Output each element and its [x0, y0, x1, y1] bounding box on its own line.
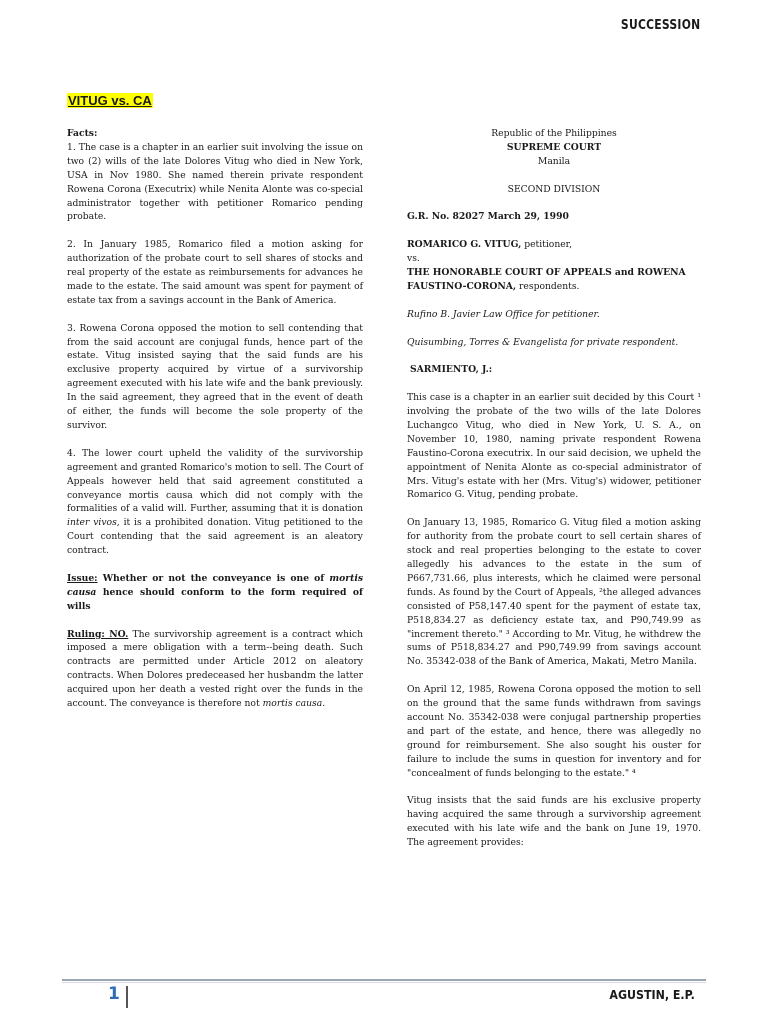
decision-paragraph-1: This case is a chapter in an earlier suit decided by this Court ¹ involving the probate of the two wills of the late Dolores Luchangco Vitug, who died in New York, U. S. A., on November 10, 1980, naming private respondent Rowena Faustino-Corona executrix. In our said decision, we upheld the appointment of Nenita Alonte as co-special administrator of Mrs. Vitug's estate with her (Mrs. Vitug's) widower, petitioner Romarico G. Vitug, pending probate.: [407, 392, 701, 501]
fact-paragraph-1: 1. The case is a chapter in an earlier suit involving the issue on two (2) wills of the late Dolores Vitug who died in New York, USA in Nov 1980. She named therein private respondent Rowena Corona (Executrix) while Nenita Alonte was co-special administrator together with petitioner Romarico pending probate.: [67, 141, 363, 223]
fact-paragraph-4: [67, 447, 363, 558]
document-header-title: SUCCESSION: [620, 18, 700, 33]
court-city: Manila: [537, 155, 571, 167]
footer-rule: [62, 979, 706, 981]
footer-author: AGUSTIN, E.P.: [609, 988, 695, 1002]
gr-number: G.R. No. 82027 March 29, 1990: [407, 211, 569, 223]
respondents-role: respondents.: [516, 280, 580, 292]
issue-italic: mortis causa: [67, 572, 363, 598]
petitioner-name: ROMARICO G. VITUG,: [407, 239, 522, 251]
ruling-text: The survivorship agreement is a contract which imposed a mere obligation with a term--being death. Such contracts are permitted under Article 2012 on aleatory contracts. When Dolores predeceased her husbandm the latter acquired upon her death a vested right over the funds in the account. The conveyance is therefore not: [67, 628, 363, 710]
fact4-text-b: , it is a prohibited donation. Vitug petitioned to the Court contending that the said agreement is an aleatory contract.: [67, 517, 363, 557]
fact-paragraph-2: 2. In January 1985, Romarico filed a motion asking for authorization of the probate court to sell shares of stocks and real property of the estate as reimbursements for advances he made to the estate. The said amount was spent for payment of estate tax from a savings account in the Bank of America.: [67, 239, 363, 306]
counsel-respondent: Quisumbing, Torres & Evangelista for private respondent.: [407, 336, 679, 348]
page-number-divider: [126, 986, 128, 1008]
fact4-text-a: 4. The lower court upheld the validity of the survivorship agreement and granted Romarico's motion to sell. The Court of Appeals however held that said agreement constituted a conveyance mortis causa which did not comply with the formalities of a valid will. Further, assuming that it is donation: [67, 447, 363, 515]
decision-paragraph-3: On April 12, 1985, Rowena Corona opposed the motion to sell on the ground that the same funds withdrawn from savings account No. 35342-038 were conjugal partnership properties and part of the estate, and hence, there was allegedly no ground for reimbursement. She also sought his ouster for failure to include the sums in question for inventory and for "concealment of funds belonging to the estate." ⁴: [407, 684, 701, 779]
issue-text-a: Whether or not the conveyance is one of: [97, 572, 330, 584]
issue-label: Issue:: [67, 572, 98, 584]
decision-column: [407, 127, 701, 864]
case-title: VITUG vs. CA: [68, 93, 152, 108]
fact4-italic: inter vivos: [67, 517, 117, 529]
respondents-name: THE HONORABLE COURT OF APPEALS and ROWENA FAUSTINO-CORONA,: [407, 267, 686, 292]
republic-line: Republic of the Philippines: [491, 128, 617, 139]
ruling-paragraph: [67, 628, 363, 711]
page-number: 1: [108, 984, 120, 1004]
counsel-petitioner: Rufino B. Javier Law Office for petitioner.: [407, 308, 600, 320]
decision-paragraph-2: On January 13, 1985, Romarico G. Vitug filed a motion asking for authority from the probate court to sell certain shares of stock and real properties belonging to the estate to cover allegedly his advances to the estate in the sum of P667,731.66, plus interests, which he claimed were personal funds. As found by the Court of Appeals, ²the alleged advances consisted of P58,147.40 spent for the payment of estate tax, P518,834.27 as deficiency estate tax, and P90,749.99 as "increment thereto." ³ According to Mr. Vitug, he withdrew the sums of P518,834.27 and P90,749.99 from savings account No. 35342-038 of the Bank of America, Makati, Metro Manila.: [407, 517, 701, 668]
decision-paragraph-4: Vitug insists that the said funds are his exclusive property having acquired the same through a survivorship agreement executed with his late wife and the bank on June 19, 1970. The agreement provides:: [407, 795, 701, 849]
court-name: SUPREME COURT: [506, 141, 602, 153]
footer-rule-shadow: [62, 982, 706, 983]
issue-text-b: hence should conform to the form required of wills: [67, 586, 363, 612]
petitioner-line: [407, 238, 701, 252]
ruling-italic: mortis causa.: [262, 698, 326, 710]
facts-heading: [67, 127, 363, 141]
petitioner-role: petitioner,: [521, 239, 572, 251]
ruling-label: Ruling: NO.: [67, 628, 129, 640]
respondents-line: [407, 266, 701, 294]
issue-paragraph: [67, 572, 363, 614]
division-line: SECOND DIVISION: [507, 183, 601, 195]
digest-column: [67, 127, 363, 725]
ponente: SARMIENTO, J.:: [410, 364, 493, 376]
facts-label: Facts:: [67, 128, 98, 139]
versus-line: vs.: [407, 253, 420, 265]
fact-paragraph-3: 3. Rowena Corona opposed the motion to sell contending that from the said account are conjugal funds, hence part of the estate. Vitug insisted saying that the said funds are his exclusive property acquired by virtue of a survivorship agreement executed with his late wife and the bank previously. In the said agreement, they agreed that in the event of death of either, the funds will become the sole property of the survivor.: [67, 322, 363, 431]
